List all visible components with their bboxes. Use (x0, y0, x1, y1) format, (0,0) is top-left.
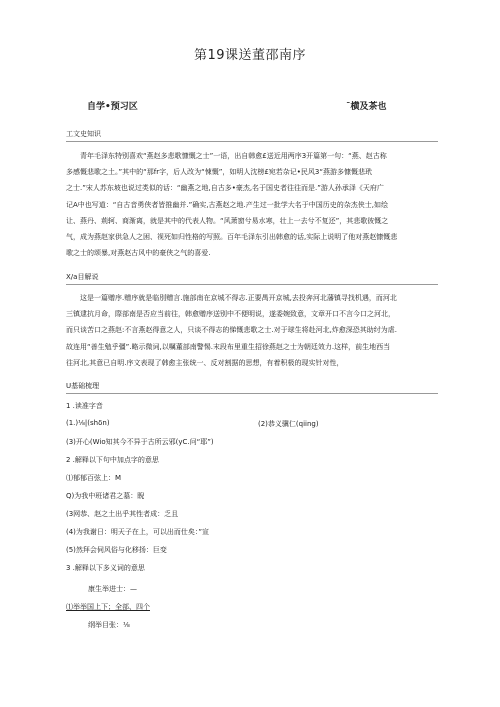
exercise-1-item: (3)开心(Wio知其今不异于古所云邪(yC.问“耶”) (66, 438, 214, 446)
culture-line: 让、燕丹、荊轲、商渐离，就是其中的代表人物。“风萧窗兮易水寒，壮上一去兮不复还”，其悲歌彼慨之 (66, 216, 389, 225)
culture-line: 多感慨悲歌之土。”其中的“那fr字，后人改为“悚慨”，如明人沈榜£宛若杂记•民风3“燕游多慷慨悲玳 (66, 168, 373, 177)
exercise-2-item: Q)为我中班诸君之墓：睨 (66, 492, 145, 500)
section-divider (66, 393, 438, 394)
intro-line: 这是一篇赠序.赠序就是临別赠言.施部南在京城不得志.正要禺开京城,去投奔河北藩镇寻找机遇，而河北 (80, 294, 397, 302)
heading-right: ¯横及茶也 (346, 102, 387, 112)
exercise-2-item: (4)为我谢日：明天子在上，可以出而仕矣：”宣 (66, 528, 210, 536)
exercise-2-item: (5)然拜会伺风俗与化移扬：巨变 (66, 546, 167, 554)
exercise-1-heading: 1 .读准字音 (66, 402, 103, 410)
exercise-1-item: (1.)⅛|(shδn) (66, 419, 110, 427)
section-divider (66, 141, 438, 142)
culture-paragraph (66, 148, 438, 261)
exercise-3-heading: 3 .解释以下多义词的意思 (66, 564, 145, 572)
culture-line: 记A中也写道：“自古音勇侠者皆推幽并.”确实,古燕赵之地.产生过一批学大名于中国历史的杂杰侠士,如绘 (66, 200, 388, 209)
exercise-2-item: (3网恭、赵之土出乎其性者成：乏且 (66, 510, 179, 518)
exercise-3-item: 纲举目张：⅛ (88, 621, 130, 629)
heading-self-study: 自学•预习区 (87, 102, 138, 112)
culture-line: 青年毛泽东特别喜欢“燕赵多悲歌慷慨之士”一语，出自韩愈£送近用两序3开篇第一句：“燕、赵古称 (80, 152, 387, 160)
exercise-3-item: ⑴举举国上下；全部、四个 (66, 603, 150, 611)
exercise-2-item: ⑴郁郁百弦上：M (66, 474, 122, 482)
section-divider (66, 284, 438, 285)
section-label-intro: X/a目解说 (66, 273, 99, 281)
culture-line: 气，成为燕赵家供急人之困、视死如归性格的写照。百年毛泽东引出韩愈的话,实际上说明了他对燕赵慷慨悲 (66, 233, 398, 242)
intro-paragraph (66, 290, 438, 371)
section-label-culture: 工文史知识 (66, 130, 101, 138)
exercise-1-item: (2)恭义骥仁(qiing) (258, 420, 319, 428)
culture-line: 歌之士的颂暴,对燕赵古风中的豪侠之气的喜爱. (66, 249, 211, 258)
intro-line: 三镇逮抗月命，際部南是否应当前往，韩愈赠序送别中不便明说，遂委婉致意，文章开口不言今口之河北， (66, 310, 395, 319)
exercise-3-item: 康生举进士：— (88, 585, 137, 593)
intro-line: 而只谈苦口之燕赵:不言燕赵得意之人，只谈不得志的悌慨悲歌之士.对于球生将赴河北,炸愈深恐其助纣为虐. (66, 326, 398, 335)
exercise-2-heading: 2 .解释以下句中加点字的意思 (66, 456, 159, 464)
intro-line: 往河北,其意已自明.序文表现了韩愈主张统一、反对割据的思想，有着积极的现实针对性， (66, 358, 344, 367)
page-title: 第19课送董邵南序 (193, 48, 307, 63)
culture-line: 之士.”宋人苏东坡也说过类似的话：“幽燕之地,自古多•豪杰,名于国史者往往而是.”游人孙承泽《天府广 (66, 184, 384, 193)
section-label-basics: U基础梳理 (66, 382, 100, 390)
intro-line: 故连用“善生勉乎彊”.略示微词,以嘱董部南警惕.末段布里重生招徐燕赵之士为朝廷效力.这样，前生地西当 (66, 342, 391, 351)
